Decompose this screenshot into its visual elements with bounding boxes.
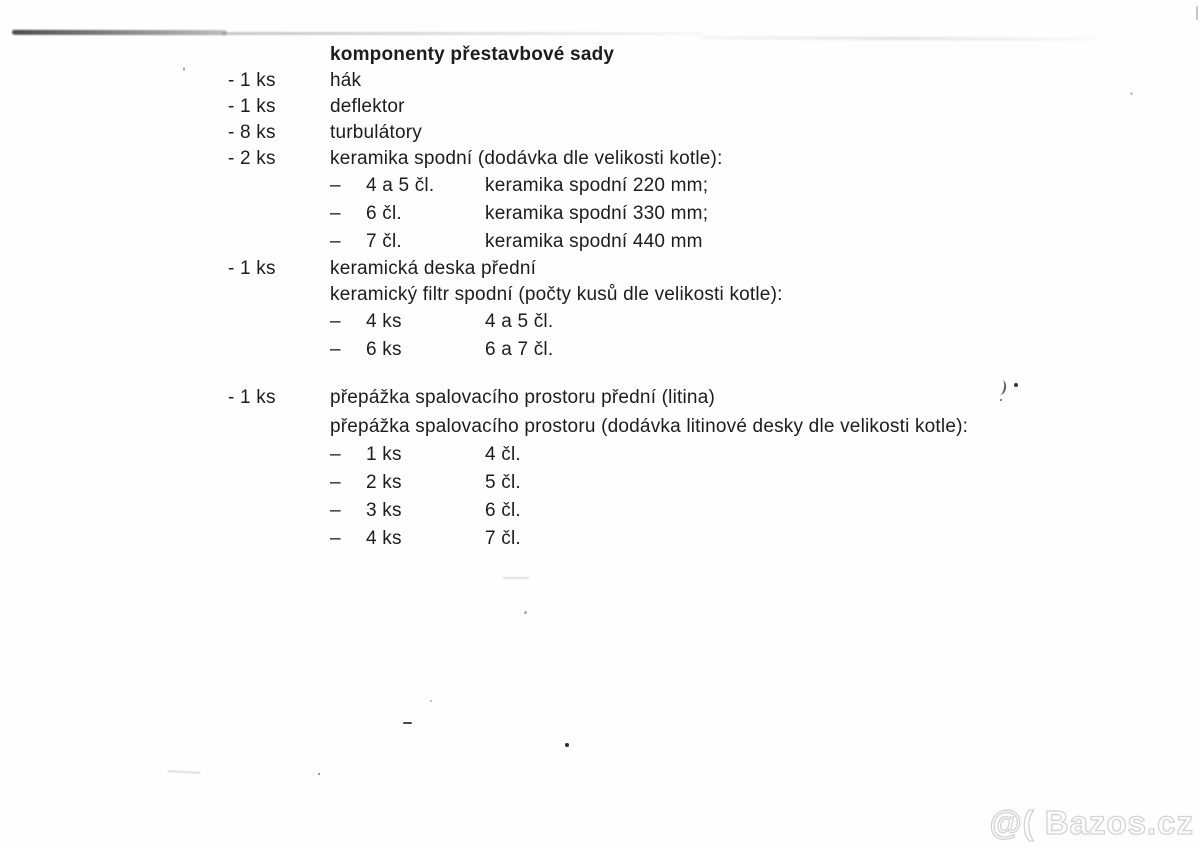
sub-item-desc: 7 čl. <box>485 528 521 549</box>
sub-item-desc: 4 a 5 čl. <box>485 311 554 332</box>
sub-list-item <box>0 200 1200 228</box>
scan-artifact <box>1014 383 1018 387</box>
item-text: deflektor <box>330 96 405 117</box>
item-text: přepážka spalovacího prostoru přední (litina) <box>330 387 715 408</box>
sub-list-item <box>0 172 1200 200</box>
scan-artifact <box>403 722 412 724</box>
item-text: keramický filtr spodní (počty kusů dle velikosti kotle): <box>330 284 783 305</box>
sub-item-desc: 6 a 7 čl. <box>485 339 554 360</box>
dash-bullet: – <box>330 500 341 521</box>
scan-artifact <box>183 67 185 71</box>
list-item <box>0 94 1200 120</box>
list-item <box>0 68 1200 94</box>
scan-artifact <box>1130 92 1133 95</box>
title-text: komponenty přestavbové sady <box>330 44 615 65</box>
scan-artifact <box>318 773 320 775</box>
sub-item-size: 4 ks <box>366 528 402 549</box>
sub-item-desc: keramika spodní 440 mm <box>485 231 703 252</box>
document-title <box>330 41 1200 68</box>
dash-bullet: – <box>330 472 341 493</box>
sub-item-size: 3 ks <box>366 500 402 521</box>
item-qty <box>228 412 330 441</box>
document-body <box>0 41 1200 553</box>
sub-item-desc: keramika spodní 330 mm; <box>485 203 709 224</box>
sub-list-item <box>0 441 1200 469</box>
sub-item-size: 2 ks <box>366 472 402 493</box>
scan-artifact <box>430 700 432 702</box>
scan-artifact <box>1196 6 1198 20</box>
scan-artifact <box>12 30 227 35</box>
item-text: turbulátory <box>330 122 422 143</box>
sub-item-desc: 6 čl. <box>485 500 521 521</box>
list-item <box>0 383 1200 412</box>
list-item <box>0 412 1200 441</box>
sub-list-item <box>0 469 1200 497</box>
dash-bullet: – <box>330 311 341 332</box>
dash-bullet: – <box>330 528 341 549</box>
bazos-watermark: @( Bazos.cz <box>989 804 1194 841</box>
sub-list-item <box>0 228 1200 256</box>
item-qty: - 2 ks <box>228 148 276 169</box>
sub-list-item <box>0 525 1200 553</box>
sub-list-item <box>0 497 1200 525</box>
item-text: keramika spodní (dodávka dle velikosti kotle): <box>330 148 723 169</box>
dash-bullet: – <box>330 175 341 196</box>
list-item <box>0 120 1200 146</box>
list-item <box>0 282 1200 308</box>
dash-bullet: – <box>330 203 341 224</box>
sub-item-size: 1 ks <box>366 444 402 465</box>
dash-bullet: – <box>330 339 341 360</box>
list-item <box>0 256 1200 282</box>
sub-list-item <box>0 336 1200 364</box>
item-qty: - 1 ks <box>228 70 276 91</box>
scan-artifact <box>503 577 529 579</box>
scan-artifact <box>565 743 569 747</box>
item-qty <box>228 282 330 308</box>
sub-item-size: 4 ks <box>366 311 402 332</box>
scan-artifact <box>524 611 527 614</box>
sub-item-desc: 4 čl. <box>485 444 521 465</box>
dash-bullet: – <box>330 231 341 252</box>
sub-item-size: 4 a 5 čl. <box>366 175 435 196</box>
item-text: přepážka spalovacího prostoru (dodávka litinové desky dle velikosti kotle): <box>330 416 969 437</box>
sub-item-size: 6 čl. <box>366 203 402 224</box>
item-qty: - 1 ks <box>228 258 276 279</box>
sub-item-size: 6 ks <box>366 339 402 360</box>
scan-artifact <box>1000 399 1002 401</box>
sub-list-item <box>0 308 1200 336</box>
item-text: hák <box>330 70 362 91</box>
list-item <box>0 146 1200 172</box>
item-text: keramická deska přední <box>330 258 537 279</box>
dash-bullet: – <box>330 444 341 465</box>
scan-artifact <box>222 32 702 35</box>
item-qty: - 1 ks <box>228 387 276 408</box>
item-qty: - 1 ks <box>228 96 276 117</box>
sub-item-desc: 5 čl. <box>485 472 521 493</box>
sub-item-size: 7 čl. <box>366 231 402 252</box>
sub-item-desc: keramika spodní 220 mm; <box>485 175 709 196</box>
scan-artifact <box>168 770 200 774</box>
item-qty: - 8 ks <box>228 122 276 143</box>
